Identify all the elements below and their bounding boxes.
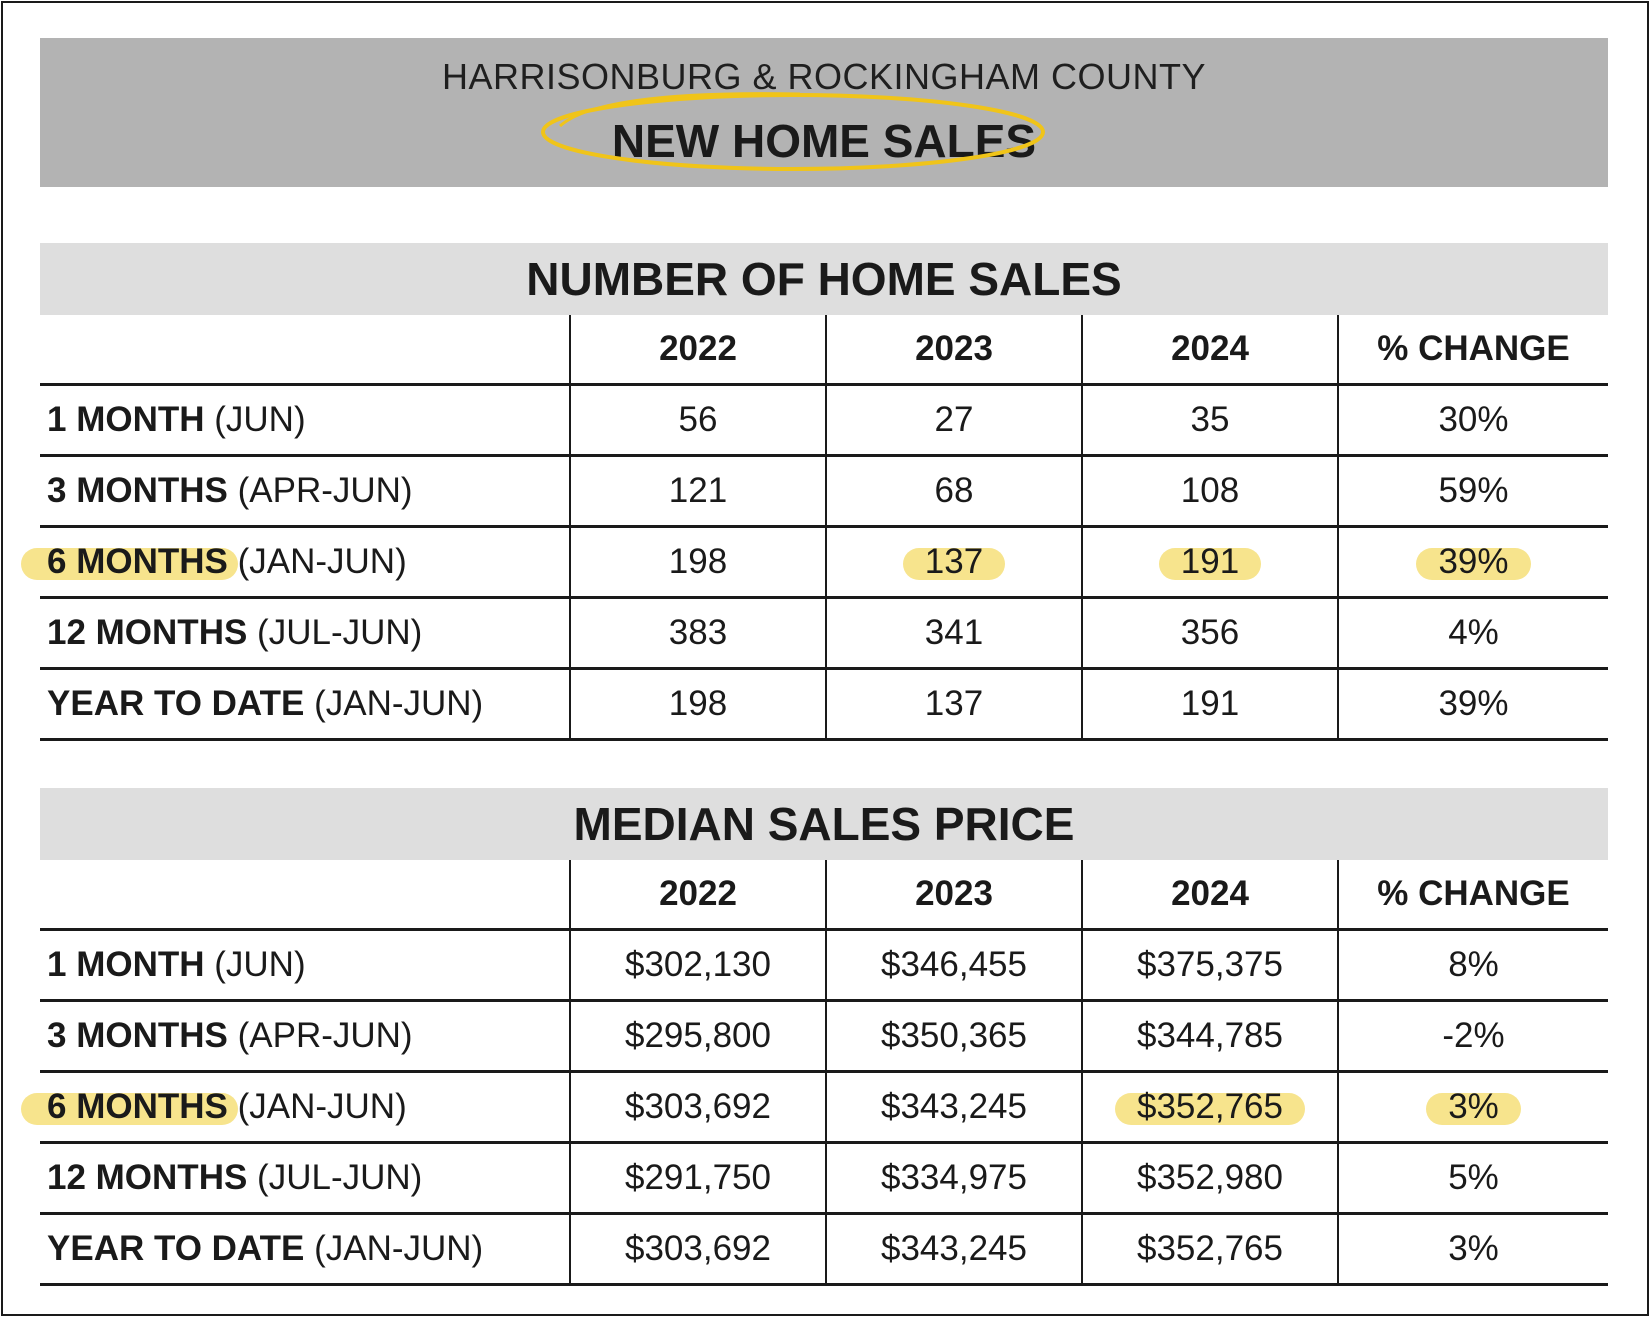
- table-row: [40, 1143, 1608, 1214]
- row-label-period: (APR-JUN): [237, 1016, 413, 1055]
- col-header-2022: 2022: [570, 315, 826, 385]
- table-row: [40, 930, 1608, 1001]
- table-row: [40, 527, 1608, 598]
- cell-value: $303,692: [625, 1229, 771, 1268]
- cell-2024: [1082, 930, 1338, 1001]
- sales-rows: [40, 385, 1608, 740]
- cell-2022: [570, 456, 826, 527]
- cell-percent-change: [1338, 930, 1608, 1001]
- cell-value: 121: [668, 471, 728, 510]
- cell-2022: [570, 1001, 826, 1072]
- cell-2024: [1082, 669, 1338, 740]
- cell-value: $352,980: [1137, 1158, 1283, 1197]
- col-header-2023: 2023: [826, 860, 1082, 930]
- cell-value: $352,765: [1137, 1229, 1283, 1268]
- change-value: 39%: [1438, 684, 1509, 723]
- row-label: [40, 385, 570, 456]
- row-label-period: (JUN): [214, 945, 306, 984]
- cell-value: 108: [1180, 471, 1240, 510]
- cell-2024: [1082, 456, 1338, 527]
- header-row: [40, 860, 1608, 930]
- cell-value: 356: [1180, 613, 1240, 652]
- row-label-period: (JAN-JUN): [314, 684, 484, 723]
- cell-2023: [826, 527, 1082, 598]
- cell-percent-change: [1338, 456, 1608, 527]
- cell-percent-change: [1338, 598, 1608, 669]
- cell-value: $350,365: [881, 1016, 1027, 1055]
- cell-value: 137: [924, 542, 984, 581]
- cell-2023: [826, 385, 1082, 456]
- cell-2022: [570, 1214, 826, 1285]
- header-row: [40, 315, 1608, 385]
- cell-2023: [826, 1143, 1082, 1214]
- cell-2023: [826, 1072, 1082, 1143]
- table-row: [40, 1001, 1608, 1072]
- cell-2022: [570, 527, 826, 598]
- cell-2022: [570, 1072, 826, 1143]
- row-label-main: 1 MONTH: [47, 945, 205, 984]
- cell-value: 35: [1190, 400, 1230, 439]
- row-label-main: 12 MONTHS: [47, 1158, 248, 1197]
- row-label-main: 6 MONTHS: [47, 1087, 228, 1126]
- row-label-period: (JUL-JUN): [257, 1158, 423, 1197]
- cell-value: $343,245: [881, 1087, 1027, 1126]
- table-row: [40, 1214, 1608, 1285]
- cell-value: 198: [668, 542, 728, 581]
- row-label: [40, 1001, 570, 1072]
- cell-2022: [570, 930, 826, 1001]
- cell-2024: [1082, 1072, 1338, 1143]
- cell-value: 137: [924, 684, 984, 723]
- cell-value: $375,375: [1137, 945, 1283, 984]
- cell-2023: [826, 598, 1082, 669]
- table-row: [40, 598, 1608, 669]
- title-banner: [40, 38, 1608, 187]
- row-label-period: (JUL-JUN): [257, 613, 423, 652]
- row-label-main: 1 MONTH: [47, 400, 205, 439]
- cell-2024: [1082, 385, 1338, 456]
- cell-percent-change: [1338, 1072, 1608, 1143]
- row-label: [40, 598, 570, 669]
- change-value: -2%: [1442, 1016, 1505, 1055]
- cell-2023: [826, 669, 1082, 740]
- cell-2022: [570, 1143, 826, 1214]
- cell-value: 27: [934, 400, 974, 439]
- cell-2022: [570, 669, 826, 740]
- row-label-period: (JAN-JUN): [237, 1087, 407, 1126]
- row-label-main: 6 MONTHS: [47, 542, 228, 581]
- cell-value: $344,785: [1137, 1016, 1283, 1055]
- table-row: [40, 456, 1608, 527]
- col-header-2024: 2024: [1082, 860, 1338, 930]
- header-blank: [40, 315, 570, 385]
- report-title: NEW HOME SALES: [611, 115, 1037, 167]
- cell-percent-change: [1338, 1214, 1608, 1285]
- home-sales-table: [40, 315, 1608, 741]
- cell-value: 191: [1180, 684, 1240, 723]
- row-label: [40, 930, 570, 1001]
- cell-2024: [1082, 527, 1338, 598]
- cell-2024: [1082, 1143, 1338, 1214]
- cell-2023: [826, 456, 1082, 527]
- cell-value: $346,455: [881, 945, 1027, 984]
- col-header-2024: 2024: [1082, 315, 1338, 385]
- table-row: [40, 1072, 1608, 1143]
- cell-value: $334,975: [881, 1158, 1027, 1197]
- cell-value: 191: [1180, 542, 1240, 581]
- cell-percent-change: [1338, 1001, 1608, 1072]
- col-header-change: % CHANGE: [1338, 315, 1608, 385]
- row-label-period: (JAN-JUN): [237, 542, 407, 581]
- cell-percent-change: [1338, 669, 1608, 740]
- cell-value: $343,245: [881, 1229, 1027, 1268]
- row-label: [40, 1143, 570, 1214]
- row-label-main: 3 MONTHS: [47, 471, 228, 510]
- change-value: 5%: [1448, 1158, 1499, 1197]
- cell-2023: [826, 1001, 1082, 1072]
- price-rows: [40, 930, 1608, 1285]
- change-value: 8%: [1448, 945, 1499, 984]
- change-value: 3%: [1448, 1087, 1499, 1126]
- cell-value: $302,130: [625, 945, 771, 984]
- col-header-2023: 2023: [826, 315, 1082, 385]
- cell-2024: [1082, 1214, 1338, 1285]
- cell-value: 383: [668, 613, 728, 652]
- change-value: 3%: [1448, 1229, 1499, 1268]
- header-blank: [40, 860, 570, 930]
- section-title-price: MEDIAN SALES PRICE: [40, 788, 1608, 860]
- cell-value: 198: [668, 684, 728, 723]
- row-label-period: (JUN): [214, 400, 306, 439]
- table-row: [40, 669, 1608, 740]
- cell-2023: [826, 930, 1082, 1001]
- row-label-main: YEAR TO DATE: [47, 684, 305, 723]
- col-header-change: % CHANGE: [1338, 860, 1608, 930]
- change-value: 59%: [1438, 471, 1509, 510]
- change-value: 39%: [1438, 542, 1509, 581]
- change-value: 4%: [1448, 613, 1499, 652]
- cell-percent-change: [1338, 527, 1608, 598]
- cell-2022: [570, 385, 826, 456]
- cell-value: $291,750: [625, 1158, 771, 1197]
- cell-value: $303,692: [625, 1087, 771, 1126]
- col-header-2022: 2022: [570, 860, 826, 930]
- row-label-main: 3 MONTHS: [47, 1016, 228, 1055]
- cell-value: 341: [924, 613, 984, 652]
- cell-2024: [1082, 598, 1338, 669]
- cell-2024: [1082, 1001, 1338, 1072]
- cell-2022: [570, 598, 826, 669]
- row-label: [40, 527, 570, 598]
- cell-value: 68: [934, 471, 974, 510]
- row-label-main: YEAR TO DATE: [47, 1229, 305, 1268]
- cell-value: $295,800: [625, 1016, 771, 1055]
- row-label: [40, 1214, 570, 1285]
- cell-percent-change: [1338, 1143, 1608, 1214]
- cell-2023: [826, 1214, 1082, 1285]
- change-value: 30%: [1438, 400, 1509, 439]
- row-label-period: (APR-JUN): [237, 471, 413, 510]
- row-label: [40, 669, 570, 740]
- cell-percent-change: [1338, 385, 1608, 456]
- cell-value: $352,765: [1137, 1087, 1283, 1126]
- table-row: [40, 385, 1608, 456]
- row-label: [40, 456, 570, 527]
- region-subtitle: HARRISONBURG & ROCKINGHAM COUNTY: [441, 56, 1207, 97]
- row-label: [40, 1072, 570, 1143]
- row-label-period: (JAN-JUN): [314, 1229, 484, 1268]
- row-label-main: 12 MONTHS: [47, 613, 248, 652]
- median-price-table: [40, 860, 1608, 1286]
- section-title-sales: NUMBER OF HOME SALES: [40, 243, 1608, 315]
- cell-value: 56: [678, 400, 718, 439]
